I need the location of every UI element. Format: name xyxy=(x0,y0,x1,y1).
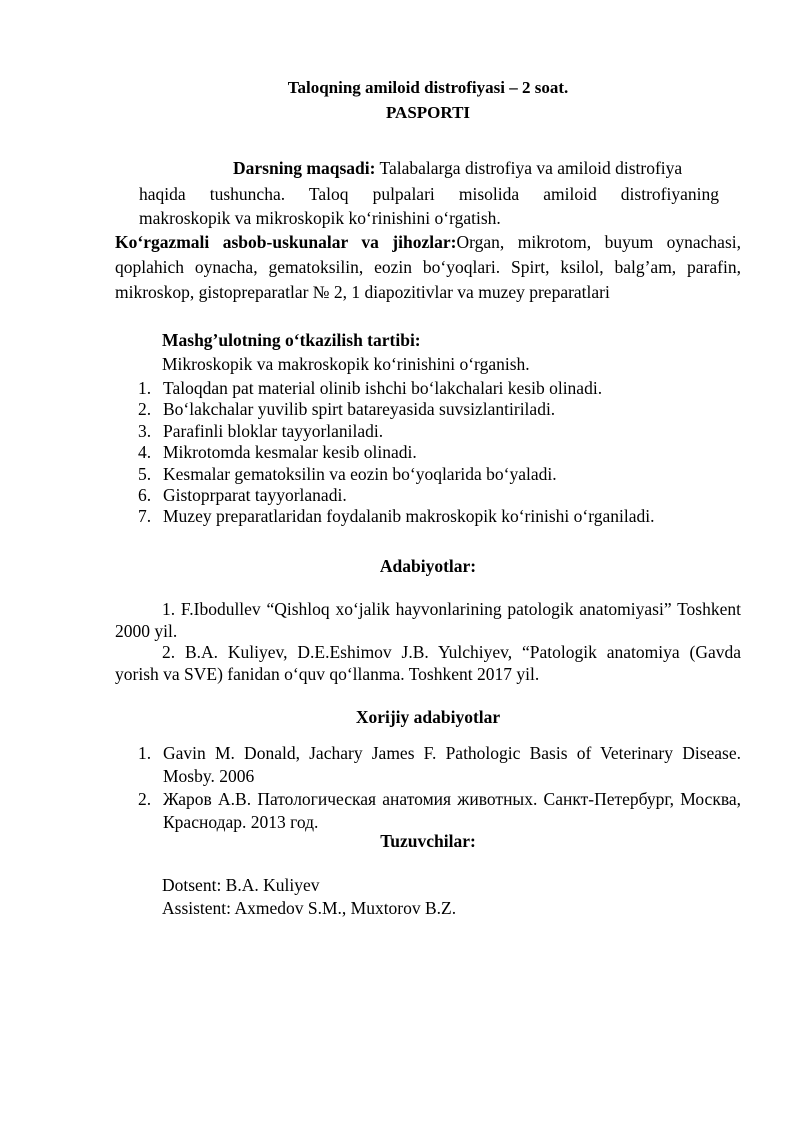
procedure-intro: Mikroskopik va makroskopik ko‘rinishini o‘rganish. xyxy=(162,354,530,374)
procedure-step xyxy=(138,399,654,420)
goal-line-3: makroskopik va mikroskopik ko‘rinishini o‘rgatish. xyxy=(139,208,501,228)
literature-item: 2. B.A. Kuliyev, D.E.Eshimov J.B. Yulchiyev, “Patologik anatomiya (Gavda yorish va SVE) fanidan o‘quv qo‘llanma. Toshkent 2017 yil. xyxy=(115,642,741,684)
item-number: 2. xyxy=(138,789,152,809)
step-text: Taloqdan pat material olinib ishchi bo‘lakchalari kesib olinadi. xyxy=(163,378,603,398)
item-text: Жаров А.В. Патологическая анатомия животных. Санкт-Петербург, Москва, Краснодар. 2013 год. xyxy=(163,789,741,832)
foreign-literature-list xyxy=(138,742,741,834)
literature-heading: Adabiyotlar: xyxy=(379,556,477,576)
document-title: Taloqning amiloid distrofiyasi – 2 soat. xyxy=(287,78,569,97)
equipment-paragraph xyxy=(115,230,741,305)
procedure-heading: Mashg’ulotning o‘tkazilish tartibi: xyxy=(162,330,421,350)
procedure-step xyxy=(138,485,654,506)
item-number: 1. xyxy=(138,743,152,763)
equipment-label: Ko‘rgazmali asbob-uskunalar va jihozlar: xyxy=(115,232,457,252)
foreign-literature-heading: Xorijiy adabiyotlar xyxy=(355,707,501,727)
procedure-step xyxy=(138,464,654,485)
document-subtitle: PASPORTI xyxy=(385,103,471,122)
step-text: Gistoprparat tayyorlanadi. xyxy=(163,484,347,505)
procedure-steps xyxy=(138,378,654,528)
step-text: Parafinli bloklar tayyorlaniladi. xyxy=(163,420,384,441)
goal-line-2: haqida tushuncha. Taloq pulpalari misolida amiloid distrofiyaning xyxy=(139,184,719,204)
step-text: Kesmalar gematoksilin va eozin bo‘yoqlarida bo‘yaladi. xyxy=(163,463,557,484)
procedure-step xyxy=(138,506,654,527)
step-number: 7. xyxy=(138,506,152,527)
step-number: 6. xyxy=(138,484,152,505)
equipment-text: Organ, mikrotom, buyum oynachasi, qoplahich oynacha, gematoksilin, eozin bo‘yoqlari. Spirt, ksilol, balg’am, parafin, mikroskop, gistopreparatlar № 2, 1 diapozitivlar va muzey preparatlari xyxy=(115,232,741,302)
step-text: Mikrotomda kesmalar kesib olinadi. xyxy=(163,442,417,463)
goal-label: Darsning maqsadi: xyxy=(233,158,376,178)
procedure-step xyxy=(138,378,654,399)
step-text: Muzey preparatlaridan foydalanib makroskopik ko‘rinishi o‘rganiladi. xyxy=(163,506,655,527)
authors-heading: Tuzuvchilar: xyxy=(380,831,476,851)
procedure-step xyxy=(138,442,654,463)
step-number: 2. xyxy=(138,399,152,420)
procedure-step xyxy=(138,421,654,442)
goal-line-1 xyxy=(233,158,682,179)
item-text: Gavin M. Donald, Jachary James F. Pathologic Basis of Veterinary Disease. Mosby. 2006 xyxy=(163,743,741,786)
literature-item: 1. F.Ibodullev “Qishloq xo‘jalik hayvonlarining patologik anatomiyasi” Toshkent 2000 yil. xyxy=(115,599,741,641)
foreign-literature-item xyxy=(138,742,741,788)
step-number: 5. xyxy=(138,463,152,484)
author-line: Dotsent: B.A. Kuliyev xyxy=(162,875,320,895)
goal-text-1: Talabalarga distrofiya va amiloid distrofiya xyxy=(375,158,683,178)
step-text: Bo‘lakchalar yuvilib spirt batareyasida suvsizlantiriladi. xyxy=(163,399,556,420)
foreign-literature-item xyxy=(138,788,741,834)
step-number: 4. xyxy=(138,442,152,463)
step-number: 1. xyxy=(138,378,152,398)
step-number: 3. xyxy=(138,420,152,441)
author-line: Assistent: Axmedov S.M., Muxtorov B.Z. xyxy=(162,898,457,918)
